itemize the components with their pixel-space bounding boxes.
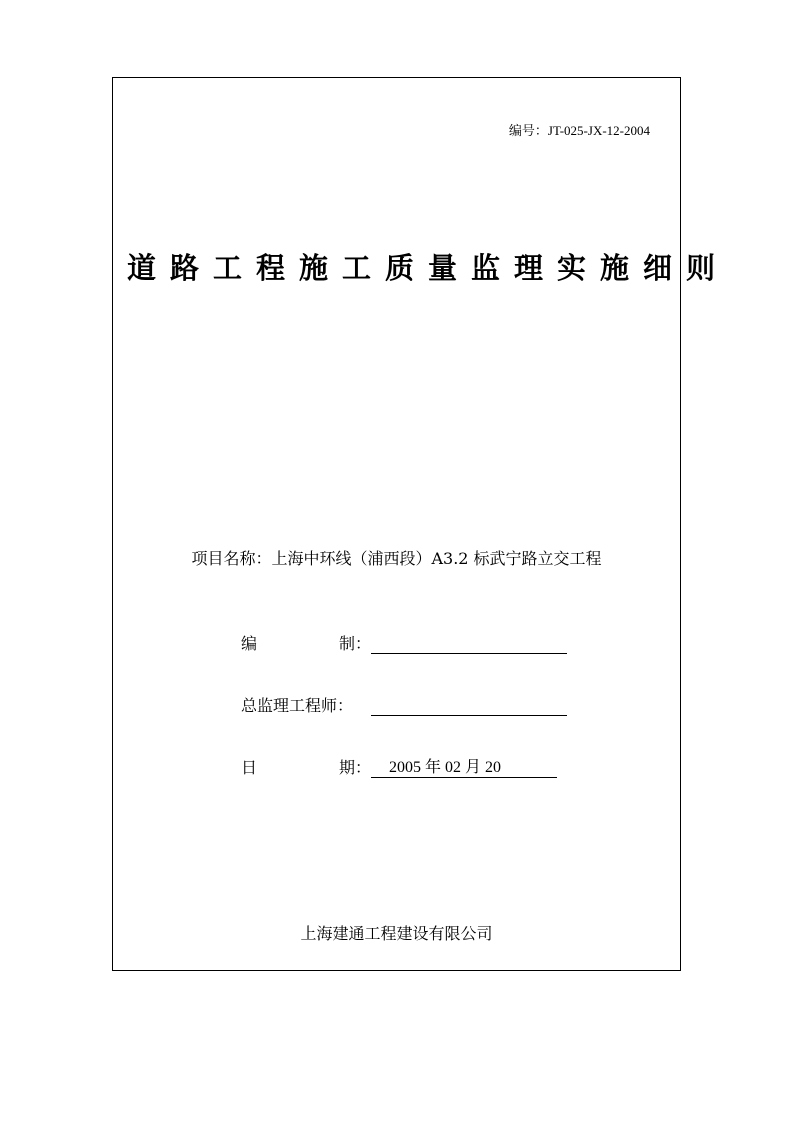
chief-engineer-label: 总监理工程师：	[241, 696, 354, 715]
date-row	[241, 755, 557, 778]
cover-frame	[112, 77, 730, 971]
date-field[interactable]: 2005 年 02 月 20	[371, 758, 557, 778]
compile-label-end: 制：	[338, 634, 371, 653]
compile-label	[241, 631, 371, 654]
date-label-start: 日	[241, 758, 258, 777]
compile-row	[241, 631, 567, 654]
date-label	[241, 755, 371, 778]
document-number: 编号：JT-025-JX-12-2004	[508, 123, 650, 138]
chief-engineer-field[interactable]	[371, 695, 567, 716]
company-name: 上海建通工程建设有限公司	[300, 924, 493, 943]
chief-engineer-row	[241, 693, 567, 716]
compile-label-start: 编	[241, 634, 258, 653]
compile-field[interactable]	[371, 633, 567, 654]
document-title: 道路工程施工质量监理实施细则	[127, 251, 730, 285]
date-label-end: 期：	[338, 758, 371, 777]
project-name: 项目名称：上海中环线（浦西段）A3.2 标武宁路立交工程	[191, 549, 602, 568]
